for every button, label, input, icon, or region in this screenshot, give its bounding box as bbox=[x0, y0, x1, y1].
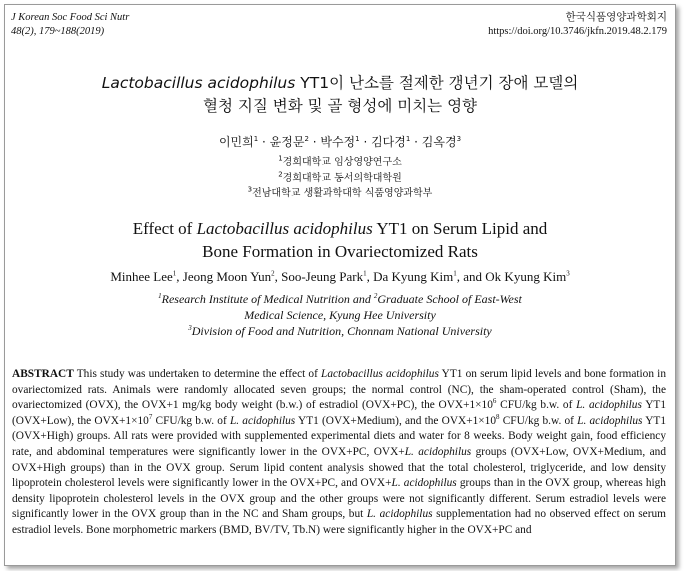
author-sup: 2 bbox=[304, 135, 309, 143]
author-separator: , bbox=[176, 269, 183, 284]
author-separator: · bbox=[258, 135, 270, 149]
author-sup: 2 bbox=[271, 269, 275, 278]
affil-sup: 2 bbox=[373, 292, 378, 300]
society-name-korean: 한국식품영양과학회지 bbox=[565, 12, 667, 23]
korean-author: 김다경 bbox=[371, 135, 406, 149]
english-author: Ok Kyung Kim bbox=[485, 269, 567, 284]
affil-sup: 2 bbox=[278, 170, 283, 179]
korean-title bbox=[5, 72, 675, 118]
affil-text: 전남대학교 생활과학대학 식품영양과학부 bbox=[252, 188, 433, 199]
author-separator: · bbox=[359, 135, 372, 149]
english-affiliation-line1 bbox=[5, 291, 675, 307]
affil-text: 경희대학교 동서의학대학원 bbox=[282, 172, 402, 184]
journal-header-right bbox=[488, 11, 667, 39]
author-separator: · bbox=[410, 135, 422, 149]
affil-text: Division of Food and Nutrition, Chonnam National University bbox=[191, 324, 492, 338]
korean-affiliations bbox=[5, 155, 675, 202]
author-sup: 1 bbox=[253, 135, 259, 143]
korean-author: 김옥경 bbox=[421, 135, 457, 149]
korean-title-line1: YT1이 난소를 절제한 갱년기 장애 모델의 bbox=[295, 74, 579, 92]
abstract-label: ABSTRACT bbox=[12, 368, 74, 380]
english-affiliation-line2: Medical Science, Kyung Hee University bbox=[244, 308, 436, 322]
korean-title-line2: 혈청 지질 변화 및 골 형성에 미치는 영향 bbox=[202, 97, 478, 115]
korean-affiliation bbox=[5, 186, 675, 202]
volume-pages: 48(2), 179~188(2019) bbox=[11, 26, 105, 37]
english-title bbox=[5, 217, 675, 263]
author-sup: 1 bbox=[172, 269, 177, 278]
affil-sup: 1 bbox=[278, 154, 283, 163]
korean-author: 윤정문 bbox=[269, 135, 305, 149]
author-separator: · bbox=[308, 135, 321, 149]
english-affiliations bbox=[5, 291, 675, 339]
english-title-part: Effect of bbox=[132, 219, 197, 238]
affil-sup: 3 bbox=[188, 324, 192, 332]
english-title-line2: Bone Formation in Ovariectomized Rats bbox=[202, 242, 478, 261]
affil-sup: 1 bbox=[158, 292, 162, 300]
affil-text: Research Institute of Medical Nutrition and bbox=[161, 292, 374, 306]
english-author: Jeong Moon Yun bbox=[182, 269, 272, 284]
english-author: Da Kyung Kim bbox=[373, 269, 454, 284]
author-sup: 3 bbox=[566, 269, 570, 278]
author-sup: 1 bbox=[405, 135, 411, 143]
journal-citation bbox=[11, 11, 129, 39]
paper-page bbox=[4, 4, 676, 566]
journal-name: J Korean Soc Food Sci Nutr bbox=[11, 12, 130, 23]
english-author: Soo-Jeung Park bbox=[281, 269, 364, 284]
author-separator: , bbox=[366, 269, 374, 284]
affil-text: Graduate School of East-West bbox=[377, 292, 522, 306]
english-title-part: YT1 on Serum Lipid and bbox=[372, 219, 548, 238]
affil-sup: 3 bbox=[247, 185, 253, 194]
author-sup: 1 bbox=[453, 269, 457, 278]
author-sup: 1 bbox=[355, 135, 360, 143]
korean-author: 이민희 bbox=[218, 135, 254, 149]
english-authors bbox=[5, 269, 675, 285]
korean-author: 박수정 bbox=[320, 135, 356, 149]
korean-affiliation bbox=[5, 155, 675, 171]
english-title-species: Lactobacillus acidophilus bbox=[196, 219, 373, 238]
english-affiliation-line3 bbox=[5, 323, 675, 339]
affil-text: 경희대학교 임상영양연구소 bbox=[282, 157, 402, 168]
author-sup: 3 bbox=[456, 135, 462, 143]
author-separator: , bbox=[274, 269, 282, 284]
author-sup: 1 bbox=[363, 269, 367, 278]
doi-link[interactable]: https://doi.org/10.3746/jkfn.2019.48.2.179 bbox=[488, 26, 667, 37]
korean-authors bbox=[5, 133, 675, 150]
korean-affiliation bbox=[5, 171, 675, 187]
abstract-text: ABSTRACT This study was undertaken to determine the effect of Lactobacillus acidophilus YT1 on serum lipid levels and bone formation in ovariectomized rats. Animals were randomly allocated seven groups; the normal control (NC), the sham-operated control (Sham), the ovariectomized (OVX), the OVX+1 mg/kg body weight (b.w.) of estradiol (OVX+PC), the $OVX+1\times 10^6$ CFU/kg b.w. of L. acidophilus YT1 (OVX+Low), the $OVX+1\times 10^7$ CFU/kg b.w. of L. acidophilus YT1 (OVX+Medium), and the $OVX+1\times 10^8$ CFU/kg b.w. of L. acidophilus YT1 (OVX+High) groups. All rats were provided with supplemented experimental diets and water for 8 weeks. Body weight gain, food efficiency rate, and abdominal temperatures were significantly lower in the OVX+PC, OVX+L. acidophilus groups (OVX+Low, OVX+Medium, and OVX+High groups) than in the OVX group. Serum lipid content analysis showed that the total cholesterol, triglyceride, and low density lipoprotein cholesterol levels were significantly lower in the OVX+PC, and OVX+L. acidophilus groups than in the OVX group, whereas high density lipoprotein cholesterol levels in the OVX group and the other groups were not significantly different. Serum estradiol levels were significantly lower in the OVX group than in the NC and Sham groups, but L. acidophilus supplementation had no observed effect on serum estradiol levels. Bone morphometric markers (BMD, BV/TV, Tb.N) were significantly higher in the OVX+PC and bbox=[12, 368, 667, 536]
english-author: Minhee Lee bbox=[110, 269, 173, 284]
korean-title-species: Lactobacillus acidophilus bbox=[101, 74, 296, 92]
author-separator: , and bbox=[456, 269, 486, 284]
